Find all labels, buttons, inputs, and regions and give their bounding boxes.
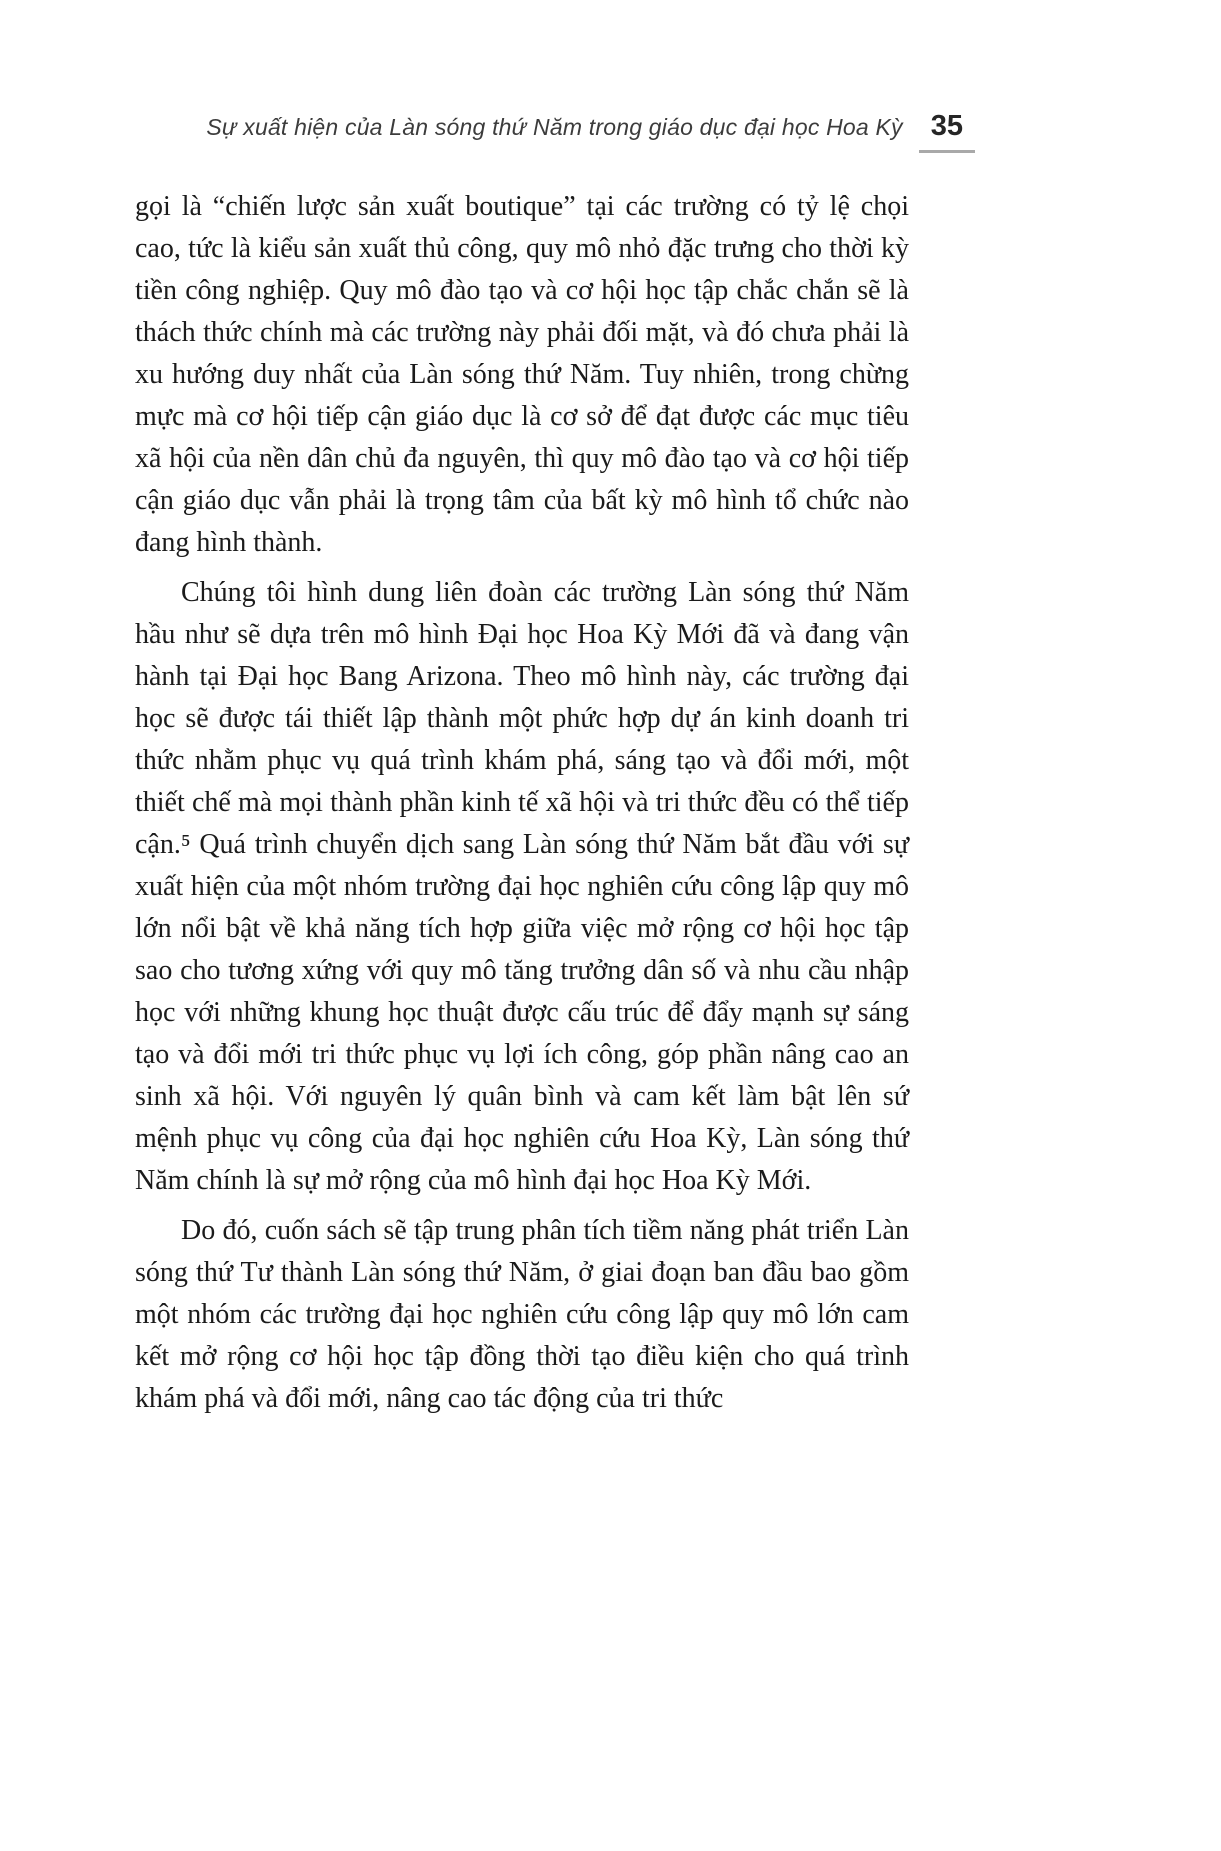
running-title: Sự xuất hiện của Làn sóng thứ Năm trong giáo dục đại học Hoa Kỳ xyxy=(206,114,903,140)
paragraph-continuation: gọi là “chiến lược sản xuất boutique” tại các trường có tỷ lệ chọi cao, tức là kiểu sản xuất thủ công, quy mô nhỏ đặc trưng cho thời kỳ tiền công nghiệp. Quy mô đào tạo và cơ hội học tập chắc chắn sẽ là thách thức chính mà các trường này phải đối mặt, và đó chưa phải là xu hướng duy nhất của Làn sóng thứ Năm. Tuy nhiên, trong chừng mực mà cơ hội tiếp cận giáo dục là cơ sở để đạt được các mục tiêu xã hội của nền dân chủ đa nguyên, thì quy mô đào tạo và cơ hội tiếp cận giáo dục vẫn phải là trọng tâm của bất kỳ mô hình tổ chức nào đang hình thành. xyxy=(135,191,909,558)
paragraph: Do đó, cuốn sách sẽ tập trung phân tích tiềm năng phát triển Làn sóng thứ Tư thành Làn sóng thứ Năm, ở giai đoạn ban đầu bao gồm một nhóm các trường đại học nghiên cứu công lập quy mô lớn cam kết mở rộng cơ hội học tập đồng thời tạo điều kiện cho quá trình khám phá và đổi mới, nâng cao tác động của tri thức xyxy=(135,1215,909,1414)
page-header xyxy=(135,110,975,153)
paragraph: Chúng tôi hình dung liên đoàn các trường Làn sóng thứ Năm hầu như sẽ dựa trên mô hình Đại học Hoa Kỳ Mới đã và đang vận hành tại Đại học Bang Arizona. Theo mô hình này, các trường đại học sẽ được tái thiết lập thành một phức hợp dự án kinh doanh tri thức nhằm phục vụ quá trình khám phá, sáng tạo và đổi mới, một thiết chế mà mọi thành phần kinh tế xã hội và tri thức đều có thể tiếp cận.⁵ Quá trình chuyển dịch sang Làn sóng thứ Năm bắt đầu với sự xuất hiện của một nhóm trường đại học nghiên cứu công lập quy mô lớn nổi bật về khả năng tích hợp giữa việc mở rộng cơ hội học tập sao cho tương xứng với quy mô tăng trưởng dân số và nhu cầu nhập học với những khung học thuật được cấu trúc để đẩy mạnh sự sáng tạo và đổi mới tri thức phục vụ lợi ích công, góp phần nâng cao an sinh xã hội. Với nguyên lý quân bình và cam kết làm bật lên sứ mệnh phục vụ công của đại học nghiên cứu Hoa Kỳ, Làn sóng thứ Năm chính là sự mở rộng của mô hình đại học Hoa Kỳ Mới. xyxy=(135,577,909,1196)
page-body xyxy=(135,186,909,1428)
page-number: 35 xyxy=(919,110,975,153)
